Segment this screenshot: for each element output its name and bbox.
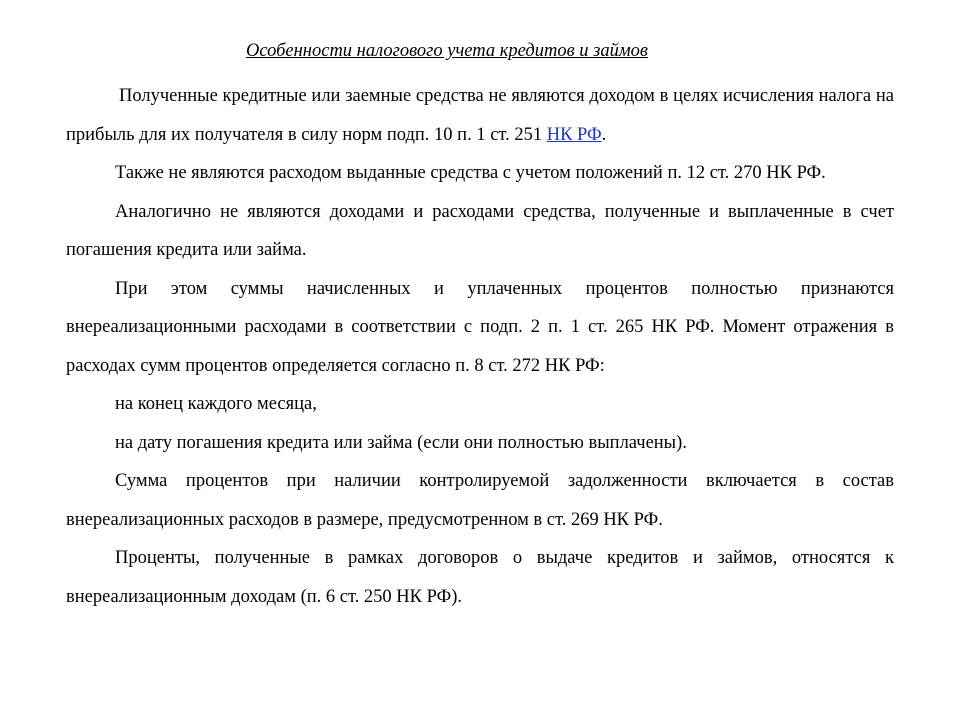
list-item-repayment-date: на дату погашения кредита или займа (если они полностью выплачены). [115, 432, 687, 453]
document-page [66, 38, 894, 616]
document-title-text: Особенности налогового учета кредитов и займов [246, 41, 648, 61]
paragraph-4: При этом суммы начисленных и уплаченных процентов полностью признаются внереализационными расходами в соответствии с подп. 2 п. 1 ст. 265 НК РФ. Момент отражения в расходах сумм процентов определяется согласно п. 8 ст. 272 НК РФ: [66, 278, 894, 376]
nk-rf-link[interactable]: НК РФ [546, 124, 602, 145]
paragraph-3: Аналогично не являются доходами и расходами средства, полученные и выплаченные в счет погашения кредита или займа. [66, 201, 894, 260]
paragraph-7: Сумма процентов при наличии контролируемой задолженности включается в состав внереализационных расходов в размере, предусмотренном в ст. 269 НК РФ. [66, 471, 894, 530]
paragraph-1-end: . [601, 124, 607, 145]
paragraph-1-text: Полученные кредитные или заемные средства не являются доходом в целях исчисления налога на прибыль для их получателя в силу норм подп. 10 п. 1 ст. 251 [66, 86, 894, 145]
paragraph-1 [66, 77, 894, 154]
paragraph-2: Также не являются расходом выданные средства с учетом положений п. 12 ст. 270 НК РФ. [115, 163, 826, 183]
list-item-month-end: на конец каждого месяца, [115, 394, 317, 414]
document-title [66, 38, 894, 64]
paragraph-8: Проценты, полученные в рамках договоров о выдаче кредитов и займов, относятся к внереализационным доходам (п. 6 ст. 250 НК РФ). [66, 548, 894, 607]
